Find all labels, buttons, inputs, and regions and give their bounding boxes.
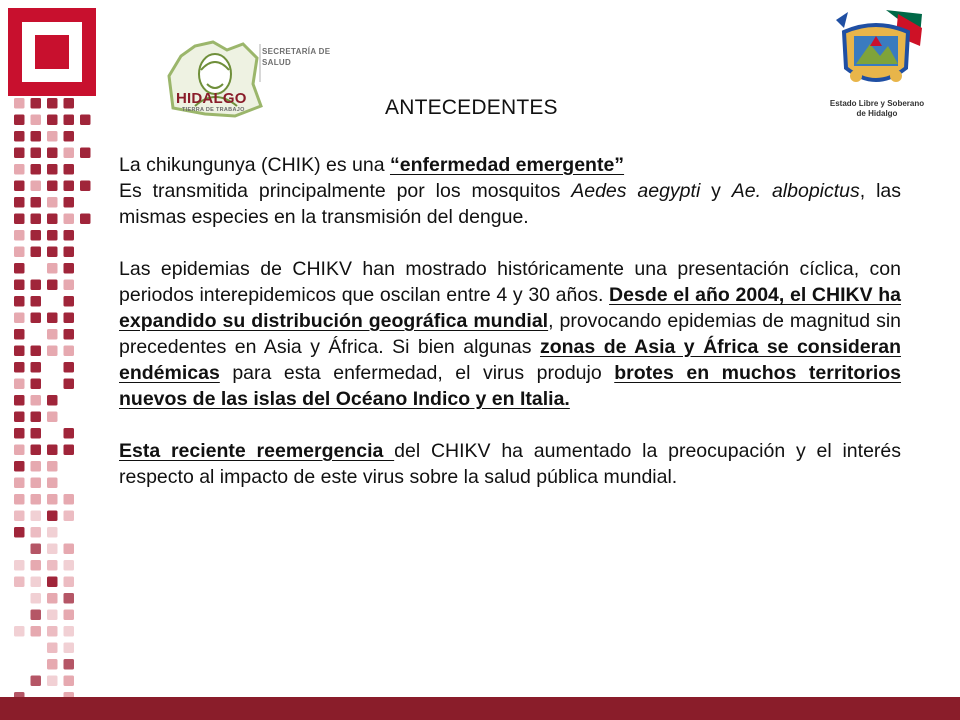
decorative-square bbox=[31, 527, 42, 538]
decorative-square bbox=[47, 280, 58, 291]
decorative-square bbox=[64, 214, 75, 225]
decorative-square bbox=[64, 544, 75, 555]
decorative-square bbox=[64, 346, 75, 357]
decorative-square bbox=[31, 230, 42, 241]
decorative-square bbox=[14, 412, 25, 423]
decorative-square bbox=[31, 610, 42, 621]
decorative-square bbox=[47, 544, 58, 555]
decorative-square bbox=[31, 395, 42, 406]
decorative-square bbox=[64, 676, 75, 687]
decorative-square bbox=[64, 511, 75, 522]
decorative-square bbox=[64, 115, 75, 126]
decorative-square bbox=[47, 197, 58, 208]
decorative-square bbox=[31, 428, 42, 439]
decorative-square bbox=[14, 560, 25, 571]
decorative-square bbox=[47, 131, 58, 142]
decorative-square bbox=[64, 148, 75, 159]
decorative-square bbox=[14, 362, 25, 373]
body-content bbox=[119, 152, 901, 490]
decorative-square bbox=[64, 379, 75, 390]
paragraph-1 bbox=[119, 152, 901, 230]
decorative-square bbox=[31, 560, 42, 571]
decorative-square bbox=[47, 346, 58, 357]
decorative-square bbox=[64, 164, 75, 175]
decorative-square bbox=[80, 214, 91, 225]
decorative-square bbox=[47, 643, 58, 654]
decorative-square bbox=[47, 148, 58, 159]
decorative-square bbox=[64, 362, 75, 373]
decorative-square bbox=[14, 115, 25, 126]
crest-caption-line-2: de Hidalgo bbox=[856, 109, 898, 118]
decorative-square bbox=[31, 346, 42, 357]
decorative-square bbox=[47, 445, 58, 456]
p1-intro: La chikungunya (CHIK) es una bbox=[119, 154, 390, 176]
paragraph-3 bbox=[119, 438, 901, 490]
decorative-square bbox=[14, 148, 25, 159]
p1-species-1: Aedes aegypti bbox=[571, 180, 701, 202]
decorative-square bbox=[31, 676, 42, 687]
brand-tagline: TIERRA DE TRABAJO bbox=[182, 107, 245, 113]
decorative-square bbox=[64, 494, 75, 505]
secretaria-label bbox=[262, 46, 330, 68]
decorative-square bbox=[14, 577, 25, 588]
decorative-square bbox=[31, 197, 42, 208]
p2-bold-1: Desde el año 2004, el CHIKV ha expandido su distribución geográfica mundial bbox=[119, 284, 901, 332]
decorative-square bbox=[47, 461, 58, 472]
decorative-square bbox=[47, 313, 58, 324]
p2-bold-3: brotes en muchos territorios nuevos de las islas del Océano Indico y en Italia. bbox=[119, 362, 902, 410]
p1-text-2: y bbox=[700, 180, 732, 202]
decorative-square bbox=[14, 247, 25, 258]
secretaria-line-1: SECRETARÍA DE bbox=[262, 47, 331, 56]
p1-species-2: Ae. albopictus bbox=[731, 180, 860, 202]
decorative-square bbox=[31, 461, 42, 472]
p1-emphasis: “enfermedad emergente” bbox=[389, 154, 625, 176]
decorative-square bbox=[14, 230, 25, 241]
decorative-square bbox=[31, 148, 42, 159]
decorative-square bbox=[64, 197, 75, 208]
decorative-square bbox=[47, 412, 58, 423]
decorative-square bbox=[47, 610, 58, 621]
decorative-square bbox=[14, 379, 25, 390]
decorative-square bbox=[14, 296, 25, 307]
decorative-square bbox=[64, 445, 75, 456]
decorative-square bbox=[14, 181, 25, 192]
decorative-square bbox=[47, 247, 58, 258]
decorative-square bbox=[64, 263, 75, 274]
decorative-square bbox=[47, 494, 58, 505]
decorative-square bbox=[64, 280, 75, 291]
p1-text-1: Es transmitida principalmente por los mosquitos bbox=[119, 180, 572, 202]
decorative-square bbox=[14, 164, 25, 175]
decorative-square bbox=[14, 313, 25, 324]
paragraph-2 bbox=[119, 256, 901, 412]
decorative-square bbox=[31, 511, 42, 522]
decorative-square bbox=[47, 593, 58, 604]
decorative-square bbox=[31, 494, 42, 505]
p3-bold-1: Esta reciente reemergencia bbox=[119, 440, 395, 462]
decorative-square bbox=[31, 577, 42, 588]
p2-bold-2: zonas de Asia y África se consideran endémicas bbox=[119, 336, 901, 384]
p2-text-1: Las epidemias de CHIKV han mostrado históricamente una presentación cíclica, con periodos interepidemicos que oscilan entre 4 y 30 años. bbox=[119, 258, 901, 306]
p2-text-2: , provocando epidemias de magnitud sin precedentes en Asia y África. Si bien algunas bbox=[119, 310, 902, 358]
decorative-square bbox=[64, 313, 75, 324]
decorative-square bbox=[64, 577, 75, 588]
decorative-square bbox=[64, 626, 75, 637]
decorative-square bbox=[14, 445, 25, 456]
decorative-square bbox=[47, 329, 58, 340]
decorative-square bbox=[64, 181, 75, 192]
decorative-square bbox=[47, 659, 58, 670]
decorative-square bbox=[47, 478, 58, 489]
decorative-square bbox=[47, 527, 58, 538]
decorative-square bbox=[31, 181, 42, 192]
decorative-square bbox=[14, 478, 25, 489]
decorative-square bbox=[47, 181, 58, 192]
decorative-square bbox=[47, 263, 58, 274]
decorative-square bbox=[64, 593, 75, 604]
page-title: ANTECEDENTES bbox=[385, 96, 558, 119]
decorative-square bbox=[14, 197, 25, 208]
decorative-square bbox=[14, 494, 25, 505]
square-grid bbox=[14, 98, 91, 700]
decorative-square bbox=[64, 643, 75, 654]
decorative-square bbox=[47, 676, 58, 687]
decorative-square bbox=[47, 115, 58, 126]
decorative-square bbox=[14, 98, 25, 109]
decorative-square bbox=[31, 478, 42, 489]
decorative-square bbox=[47, 395, 58, 406]
decorative-square bbox=[64, 610, 75, 621]
decorative-square bbox=[64, 230, 75, 241]
decorative-square bbox=[47, 577, 58, 588]
decorative-square bbox=[64, 659, 75, 670]
decorative-square bbox=[14, 131, 25, 142]
decorative-square bbox=[14, 346, 25, 357]
decorative-square bbox=[31, 626, 42, 637]
decorative-square-pattern bbox=[0, 0, 120, 700]
crest-caption-line-1: Estado Libre y Soberano bbox=[829, 99, 925, 108]
decorative-square bbox=[47, 214, 58, 225]
decorative-square bbox=[31, 98, 42, 109]
decorative-square bbox=[31, 164, 42, 175]
decorative-square bbox=[64, 296, 75, 307]
decorative-square bbox=[31, 214, 42, 225]
decorative-square bbox=[31, 379, 42, 390]
decorative-square bbox=[31, 593, 42, 604]
decorative-square bbox=[31, 115, 42, 126]
decorative-square bbox=[14, 527, 25, 538]
p2-text-3: para esta enfermedad, el virus produjo bbox=[219, 362, 615, 384]
decorative-square bbox=[14, 329, 25, 340]
bottom-bar bbox=[0, 697, 960, 720]
decorative-square bbox=[47, 230, 58, 241]
decorative-square bbox=[64, 131, 75, 142]
decorative-square bbox=[14, 280, 25, 291]
decorative-square bbox=[14, 511, 25, 522]
state-crest-icon bbox=[826, 6, 926, 96]
crest-caption bbox=[806, 99, 948, 119]
logo-square-inner bbox=[35, 35, 69, 69]
decorative-square bbox=[64, 98, 75, 109]
decorative-square bbox=[31, 544, 42, 555]
p1-text-3: , las mismas especies en la transmisión del dengue. bbox=[119, 180, 901, 228]
decorative-square bbox=[64, 247, 75, 258]
decorative-square bbox=[80, 181, 91, 192]
decorative-square bbox=[14, 626, 25, 637]
decorative-square bbox=[80, 148, 91, 159]
decorative-square bbox=[14, 395, 25, 406]
decorative-square bbox=[31, 280, 42, 291]
decorative-square bbox=[31, 296, 42, 307]
decorative-square bbox=[14, 263, 25, 274]
decorative-square bbox=[31, 412, 42, 423]
decorative-square bbox=[47, 560, 58, 571]
brand-name: HIDALGO bbox=[176, 90, 247, 107]
decorative-square bbox=[14, 461, 25, 472]
decorative-square bbox=[64, 560, 75, 571]
p3-text-1: del CHIKV ha aumentado la preocupación y el interés respecto al impacto de este virus sobre la salud pública mundial. bbox=[119, 440, 901, 488]
decorative-square bbox=[31, 445, 42, 456]
decorative-square bbox=[31, 362, 42, 373]
decorative-square bbox=[47, 626, 58, 637]
decorative-square bbox=[80, 115, 91, 126]
decorative-square bbox=[64, 428, 75, 439]
decorative-square bbox=[47, 164, 58, 175]
decorative-square bbox=[31, 247, 42, 258]
secretaria-line-2: SALUD bbox=[262, 58, 292, 67]
decorative-square bbox=[47, 98, 58, 109]
decorative-square bbox=[14, 428, 25, 439]
decorative-square bbox=[14, 214, 25, 225]
decorative-square bbox=[31, 131, 42, 142]
decorative-square bbox=[47, 511, 58, 522]
decorative-square bbox=[64, 329, 75, 340]
decorative-square bbox=[31, 313, 42, 324]
